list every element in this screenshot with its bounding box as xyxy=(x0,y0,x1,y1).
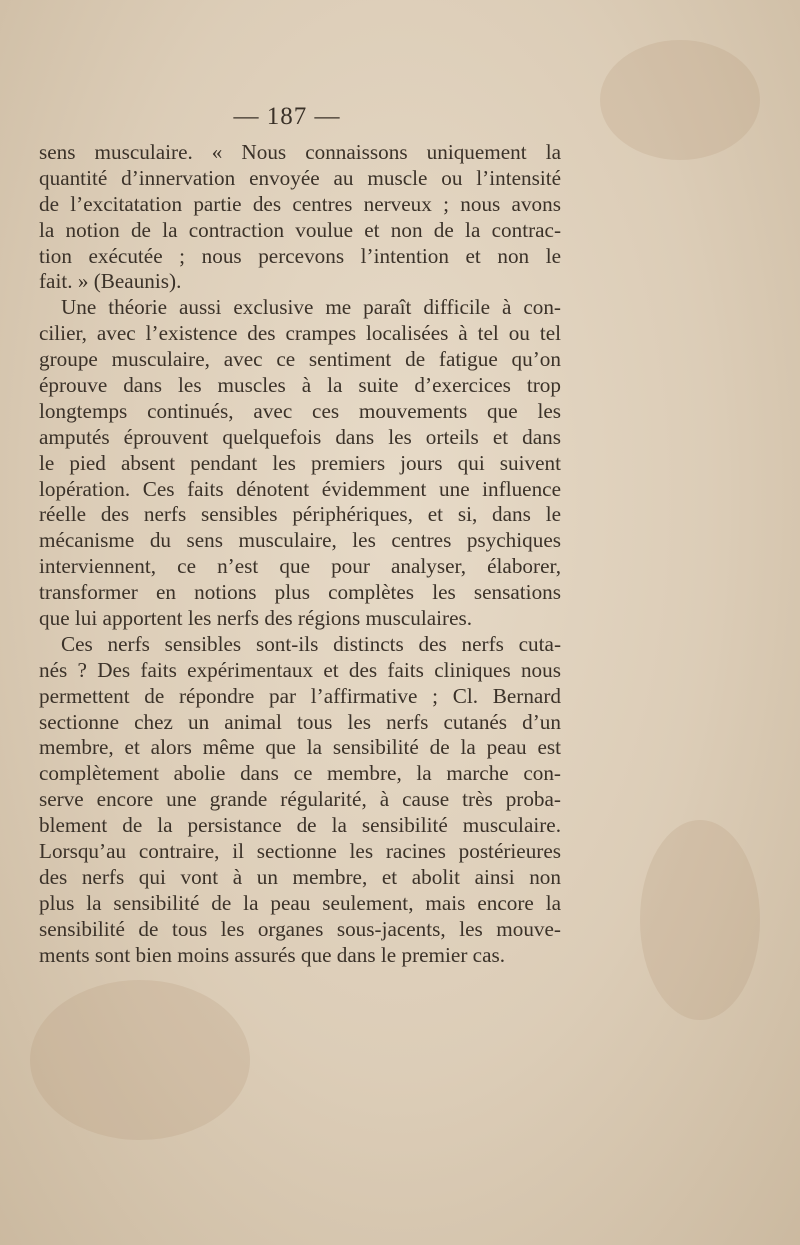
body-text xyxy=(39,140,561,969)
text-line: mécanisme du sens musculaire, les centres psychiques xyxy=(39,528,561,553)
text-line: Ces nerfs sensibles sont-ils distincts des nerfs cuta- xyxy=(61,631,561,656)
text-line: sectionne chez un animal tous les nerfs cutanés d’un xyxy=(39,709,561,734)
text-line: serve encore une grande régularité, à cause très proba- xyxy=(39,787,561,812)
text-line: fait. » (Beaunis). xyxy=(39,269,182,294)
text-line: le pied absent pendant les premiers jours qui suivent xyxy=(39,450,561,475)
text-line: amputés éprouvent quelquefois dans les orteils et dans xyxy=(39,424,561,449)
text-line: longtemps continués, avec ces mouvements que les xyxy=(39,398,561,423)
text-line: Une théorie aussi exclusive me paraît difficile à con- xyxy=(61,295,561,320)
text-line: que lui apportent les nerfs des régions musculaires. xyxy=(39,606,473,631)
page-number: — 187 — xyxy=(233,103,341,130)
text-line: ments sont bien moins assurés que dans le premier cas. xyxy=(39,942,506,967)
paper-stain xyxy=(640,820,760,1020)
text-line: complètement abolie dans ce membre, la marche con- xyxy=(39,761,561,786)
text-line: membre, et alors même que la sensibilité de la peau est xyxy=(39,735,561,760)
text-line: de l’excitatation partie des centres nerveux ; nous avons xyxy=(39,191,561,216)
text-line: transformer en notions plus complètes les sensations xyxy=(39,580,561,605)
text-line: cilier, avec l’existence des crampes localisées à tel ou tel xyxy=(39,321,561,346)
text-line: quantité d’innervation envoyée au muscle ou l’intensité xyxy=(39,165,561,190)
paper-stain xyxy=(600,40,760,160)
text-line: réelle des nerfs sensibles périphériques, et si, dans le xyxy=(39,502,561,527)
paper-stain xyxy=(30,980,250,1140)
text-line: blement de la persistance de la sensibilité musculaire. xyxy=(39,813,561,838)
text-line: plus la sensibilité de la peau seulement, mais encore la xyxy=(39,890,561,915)
text-line: sensibilité de tous les organes sous-jacents, les mouve- xyxy=(39,916,561,941)
text-line: des nerfs qui vont à un membre, et abolit ainsi non xyxy=(39,864,561,889)
text-line: groupe musculaire, avec ce sentiment de fatigue qu’on xyxy=(39,347,561,372)
text-line: la notion de la contraction voulue et non de la contrac- xyxy=(39,217,561,242)
text-line: tion exécutée ; nous percevons l’intention et non le xyxy=(39,243,561,268)
text-line: lopération. Ces faits dénotent évidemment une influence xyxy=(39,476,561,501)
text-line: nés ? Des faits expérimentaux et des faits cliniques nous xyxy=(39,657,561,682)
text-line: éprouve dans les muscles à la suite d’exercices trop xyxy=(39,373,561,398)
text-line: Lorsqu’au contraire, il sectionne les racines postérieures xyxy=(39,839,561,864)
text-line: permettent de répondre par l’affirmative ; Cl. Bernard xyxy=(39,683,561,708)
text-line: sens musculaire. « Nous connaissons uniquement la xyxy=(39,140,561,164)
text-line: interviennent, ce n’est que pour analyser, élaborer, xyxy=(39,554,561,579)
